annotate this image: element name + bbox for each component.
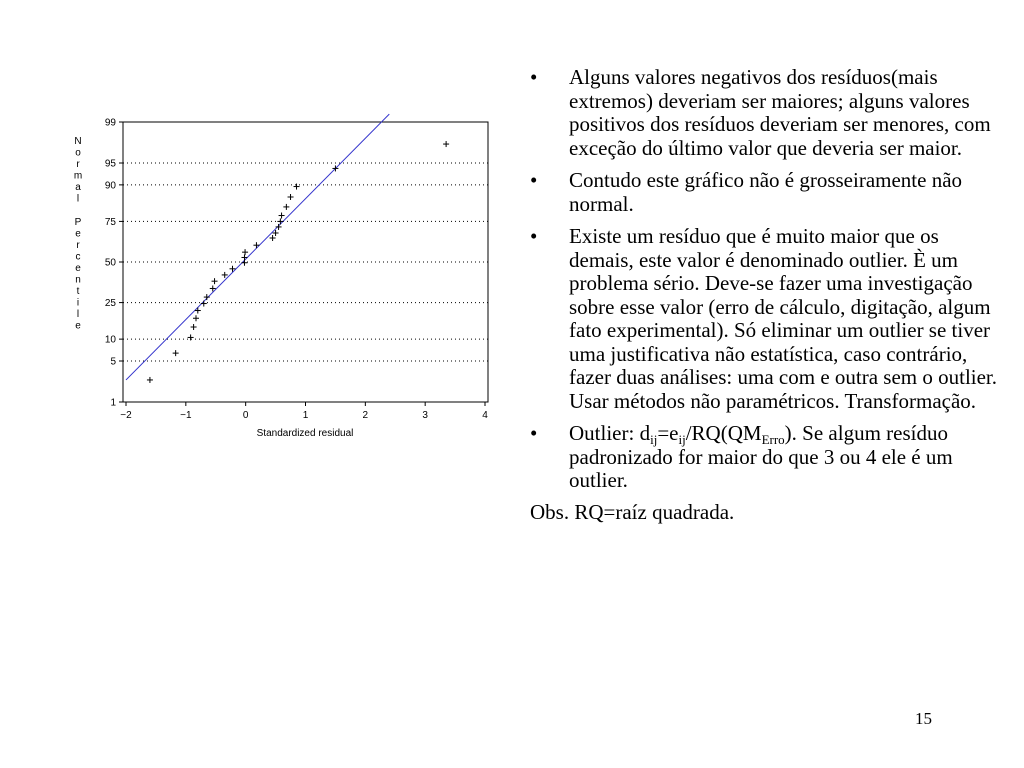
y-tick-label: 75: [104, 216, 116, 228]
x-axis-label: Standardized residual: [256, 428, 354, 439]
y-tick-label: 1: [110, 397, 116, 409]
y-axis-label-char: c: [75, 251, 81, 263]
obs-note: Obs. RQ=raíz quadrada.: [530, 499, 735, 524]
formula-suffix: ). Se algum resíduo padronizado for maior do que 3 ou 4 ele é um outlier.: [569, 421, 953, 492]
y-tick-label: 90: [104, 180, 116, 192]
y-tick-label: 25: [104, 298, 116, 310]
x-tick-label: −2: [120, 410, 132, 421]
y-axis-label-char: e: [75, 228, 81, 240]
x-tick-label: 0: [242, 410, 249, 421]
y-axis-label-char: r: [76, 159, 80, 170]
y-axis-label-char: m: [73, 170, 83, 182]
y-tick-label: 99: [104, 117, 116, 129]
y-tick-label: 50: [104, 257, 116, 269]
bullet-text: Contudo este gráfico não é grosseiramente não normal.: [569, 168, 963, 216]
y-axis-label-char: P: [74, 217, 82, 228]
outlier-formula-text: [569, 421, 953, 492]
formula-prefix: Outlier: d: [569, 421, 651, 445]
y-axis-label-char: n: [75, 274, 81, 286]
y-axis-label-char: o: [75, 147, 81, 159]
x-tick-label: 2: [362, 410, 369, 421]
y-tick-label: 95: [104, 158, 116, 170]
y-axis-label-char: a: [75, 182, 81, 193]
bullet-item: [530, 225, 998, 413]
formula-subscript-ij: ij: [678, 432, 686, 447]
bullet-text: Alguns valores negativos dos resíduos(mais extremos) deveriam ser maiores; alguns valores positivos dos resíduos deveriam ser menores, com exceção do último valor que deveria ser maior.: [569, 65, 991, 160]
y-axis-label-char: t: [76, 286, 80, 297]
formula-equals-e: =e: [657, 421, 679, 445]
slide-text: [530, 66, 998, 524]
bullet-text: Existe um resíduo que é muito maior que os demais, este valor é denominado outlier. È um problema sério. Deve-se fazer uma investigação sobre esse valor (erro de cálculo, digitação, algum fato experimental). Só eliminar um outlier se tiver uma justificativa não estatística, caso contrário, fazer duas análises: uma com e outra sem o outlier. Usar métodos não paramétricos. Transformação.: [569, 224, 998, 413]
y-tick-label: 5: [110, 356, 116, 368]
y-axis-label-char: l: [76, 193, 80, 205]
normal-probability-plot-svg: [68, 112, 492, 448]
y-tick-label: 10: [104, 334, 116, 346]
x-tick-label: 4: [482, 410, 488, 421]
bullet-marker: •: [530, 224, 538, 248]
bullet-marker: •: [530, 65, 538, 89]
page-number: 15: [915, 709, 932, 728]
bullet-item-outlier-formula: [530, 422, 998, 493]
y-axis-label-char: e: [75, 263, 81, 274]
plot-background: [68, 112, 492, 448]
formula-subscript-erro: Erro: [761, 432, 785, 447]
y-axis-label-char: e: [75, 320, 81, 332]
bullet-marker: •: [530, 168, 538, 192]
y-axis-label-char: N: [74, 136, 82, 147]
x-tick-label: 1: [302, 410, 309, 421]
y-axis-label-char: l: [76, 309, 80, 320]
normal-probability-plot: [68, 112, 492, 448]
formula-subscript-ij: ij: [650, 432, 658, 447]
bullet-marker: •: [530, 421, 538, 445]
y-axis-label-char: r: [76, 240, 80, 251]
bullet-item: [530, 66, 998, 160]
y-axis-label-char: i: [76, 297, 80, 309]
bullet-item: [530, 169, 998, 216]
x-tick-label: −1: [180, 410, 192, 421]
formula-rq: /RQ(QM: [685, 421, 762, 445]
x-tick-label: 3: [422, 410, 428, 421]
bullet-list: [530, 66, 998, 493]
